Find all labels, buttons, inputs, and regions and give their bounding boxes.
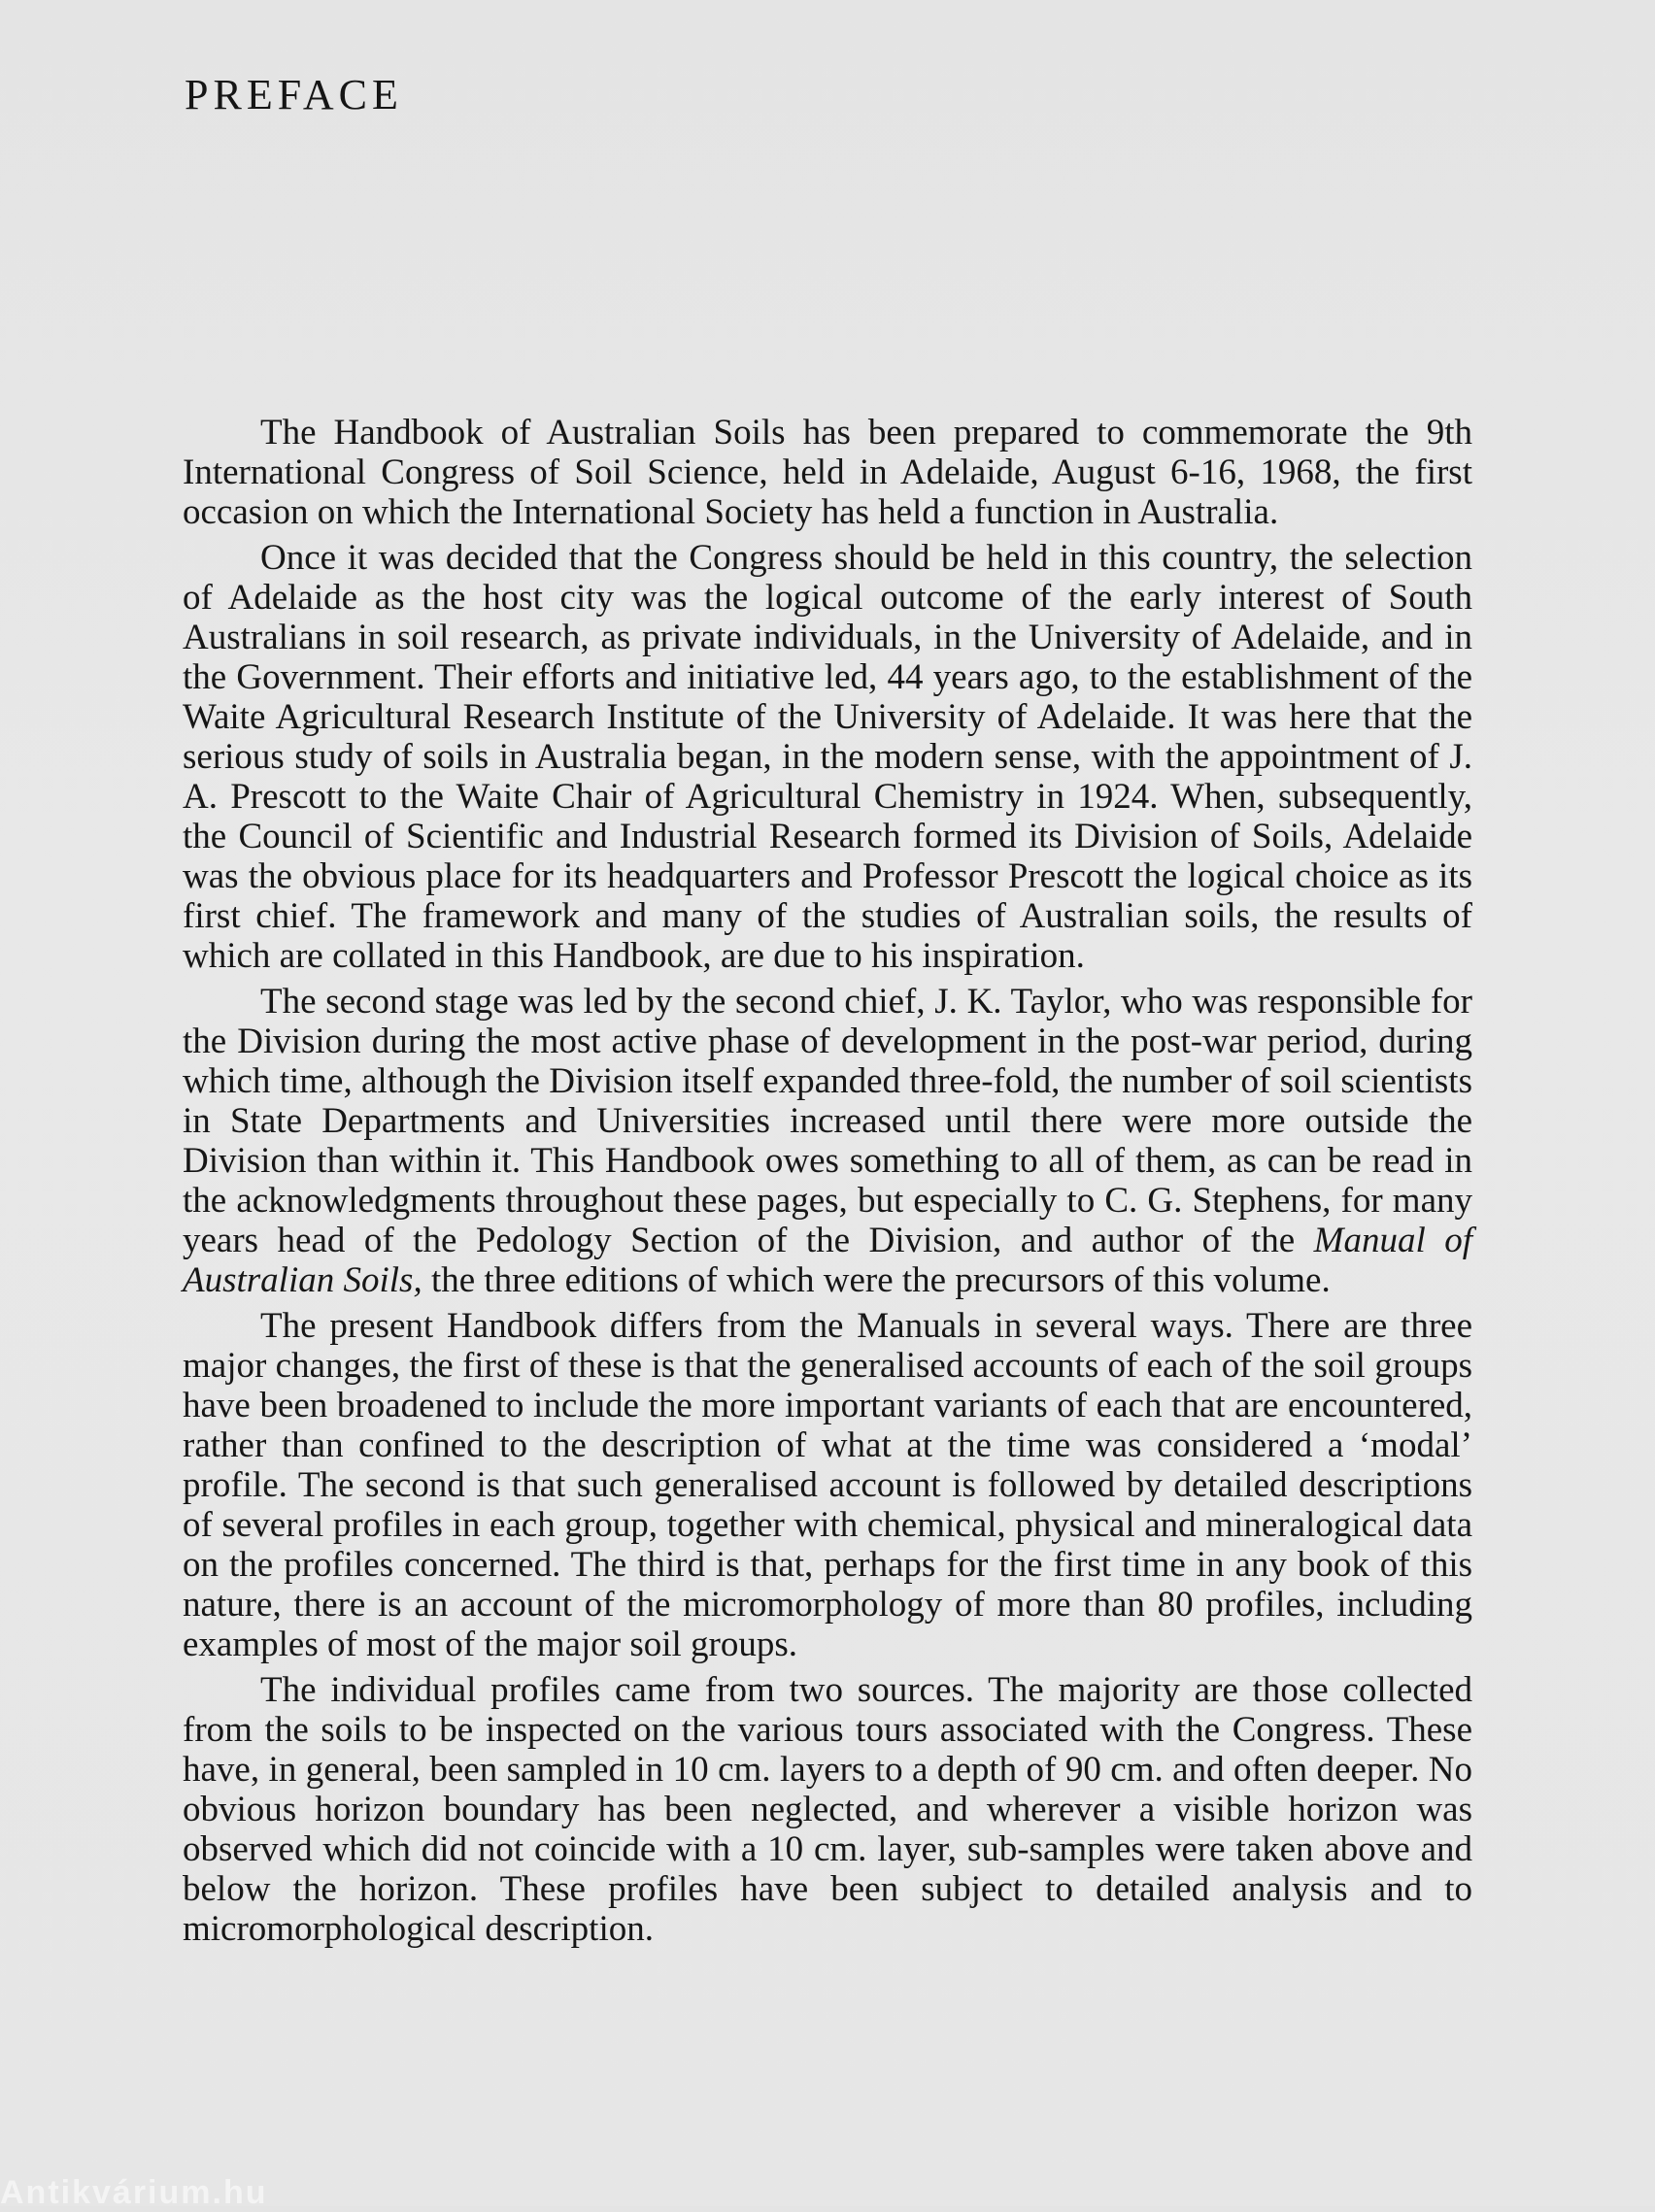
paragraph-2: Once it was decided that the Congress should be held in this country, the selection of Adelaide as the host city was the logical outcome of the early interest of South Australians in soil research, as private individuals, in the University of Adelaide, and in the Government. Their efforts and initiative led, 44 years ago, to the establishment of the Waite Agricultural Research Institute of the University of Adelaide. It was here that the serious study of soils in Australia began, in the modern sense, with the appointment of J. A. Prescott to the Waite Chair of Agricultural Chemistry in 1924. When, subsequently, the Council of Scientific and Industrial Research formed its Division of Soils, Adelaide was the obvious place for its headquarters and Professor Prescott the logical choice as its first chief. The framework and many of the studies of Australian soils, the results of which are collated in this Handbook, are due to his inspiration. <box>183 538 1472 976</box>
paragraph-3-text-b: the three editions of which were the precursors of this volume. <box>422 1260 1331 1300</box>
preface-body <box>183 413 1472 1955</box>
paragraph-5: The individual profiles came from two sources. The majority are those collected from the soils to be inspected on the various tours associated with the Congress. These have, in general, been sampled in 10 cm. layers to a depth of 90 cm. and often deeper. No obvious horizon boundary has been neglected, and wherever a visible horizon was observed which did not coincide with a 10 cm. layer, sub-samples were taken above and below the horizon. These profiles have been subject to detailed analysis and to micromorphological description. <box>183 1670 1472 1949</box>
watermark: Antikvárium.hu <box>0 2174 268 2211</box>
paragraph-3-text-a: The second stage was led by the second chief, J. K. Taylor, who was responsible for the Division during the most active phase of development in the post-war period, during which time, although the Division itself expanded three-fold, the number of soil scientists in State Departments and Universities increased until there were more outside the Division than within it. This Handbook owes something to all of them, as can be read in the acknowledgments throughout these pages, but especially to C. G. Stephens, for many years head of the Pedology Section of the Division, and author of the <box>183 982 1472 1260</box>
manual-title: Manual of Australian Soils, <box>183 1221 1472 1300</box>
page-title: PREFACE <box>185 71 403 118</box>
paragraph-1: The Handbook of Australian Soils has been prepared to commemorate the 9th International Congress of Soil Science, held in Adelaide, August 6-16, 1968, the first occasion on which the International Society has held a function in Australia. <box>183 413 1472 532</box>
paragraph-4: The present Handbook differs from the Manuals in several ways. There are three major changes, the first of these is that the generalised accounts of each of the soil groups have been broadened to include the more important variants of each that are encountered, rather than confined to the description of what at the time was considered a ‘modal’ profile. The second is that such generalised account is followed by detailed descriptions of several profiles in each group, together with chemical, physical and mineralogical data on the profiles concerned. The third is that, perhaps for the first time in any book of this nature, there is an account of the micromorphology of more than 80 profiles, including examples of most of the major soil groups. <box>183 1306 1472 1664</box>
paragraph-3 <box>183 982 1472 1300</box>
